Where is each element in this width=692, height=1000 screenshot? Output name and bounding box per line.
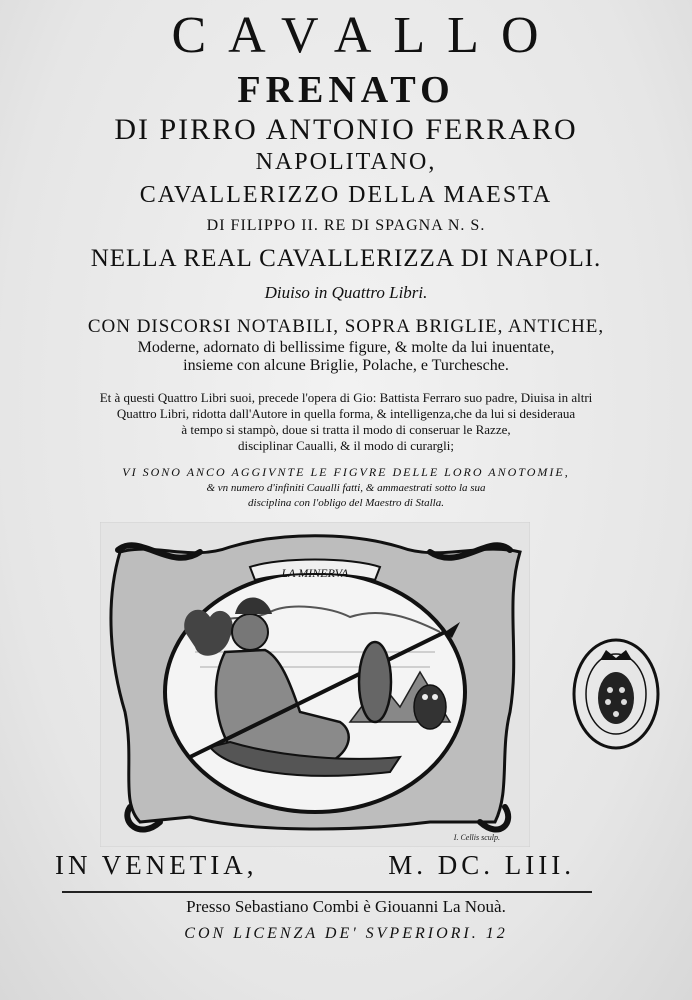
license-line: CON LICENZA DE' SVPERIORI.	[184, 925, 479, 942]
title-line-cavallo: CAVALLO	[171, 7, 561, 64]
imprint-year: M. DC. LIII.	[388, 850, 575, 880]
discourse-line-2: Moderne, adornato di bellissime figure, & molte da lui inuentate,	[137, 339, 555, 356]
imprint-place: IN VENETIA,	[55, 850, 258, 880]
imprint-line	[55, 850, 575, 881]
note-line-3: disciplina con l'obligo del Maestro di Stalla.	[248, 497, 444, 509]
discourse-line-3: insieme con alcune Briglie, Polache, e Turchesche.	[183, 357, 509, 374]
origin-line: NAPOLITANO,	[255, 149, 437, 175]
engraver-signature: I. Cellis sculp.	[453, 833, 500, 842]
handwritten-mark: 12	[485, 925, 508, 942]
author-line: DI PIRRO ANTONIO FERRARO	[114, 113, 578, 146]
preface-line-1: Et à questi Quattro Libri suoi, precede l'opera di Gio: Battista Ferraro suo padre, Diuisa in altri	[99, 390, 593, 405]
engraving-banner-text: LA MINERVA	[281, 566, 349, 580]
office-line-1: CAVALLERIZZO DELLA MAESTA	[139, 182, 553, 208]
library-stamp	[570, 630, 662, 752]
minerva-engraving	[100, 522, 530, 847]
preface-line-4: disciplinar Caualli, & il modo di curargli;	[237, 438, 455, 453]
discourse-line-1: CON DISCORSI NOTABILI, SOPRA BRIGLIE, ANTICHE,	[87, 316, 605, 337]
office-line-2: DI FILIPPO II. RE DI SPAGNA N. S.	[206, 217, 486, 234]
office-line-3: NELLA REAL CAVALLERIZZA DI NAPOLI.	[90, 245, 602, 272]
shield	[359, 642, 391, 722]
title-line-frenato: FRENATO	[237, 69, 455, 111]
note-line-1: VI SONO ANCO AGGIVNTE LE FIGVRE DELLE LORO ANOTOMIE,	[122, 465, 570, 479]
license-block	[0, 925, 692, 943]
crown-icon	[600, 650, 632, 660]
owl	[414, 685, 446, 729]
note-line-2: & vn numero d'infiniti Caualli fatti, & ammaestrati sotto la sua	[206, 482, 486, 494]
minerva-head	[232, 614, 268, 650]
preface-line-3: à tempo si stampò, doue si tratta il modo di conseruar le Razze,	[181, 422, 511, 437]
preface-line-2: Quattro Libri, ridotta dall'Autore in quella forma, & intelligenza,che da lui si desideraua	[116, 406, 576, 421]
imprint-rule	[62, 891, 592, 893]
printer-line: Presso Sebastiano Combi è Giouanni La Nouà.	[186, 897, 506, 916]
division-line: Diuiso in Quattro Libri.	[264, 283, 428, 302]
